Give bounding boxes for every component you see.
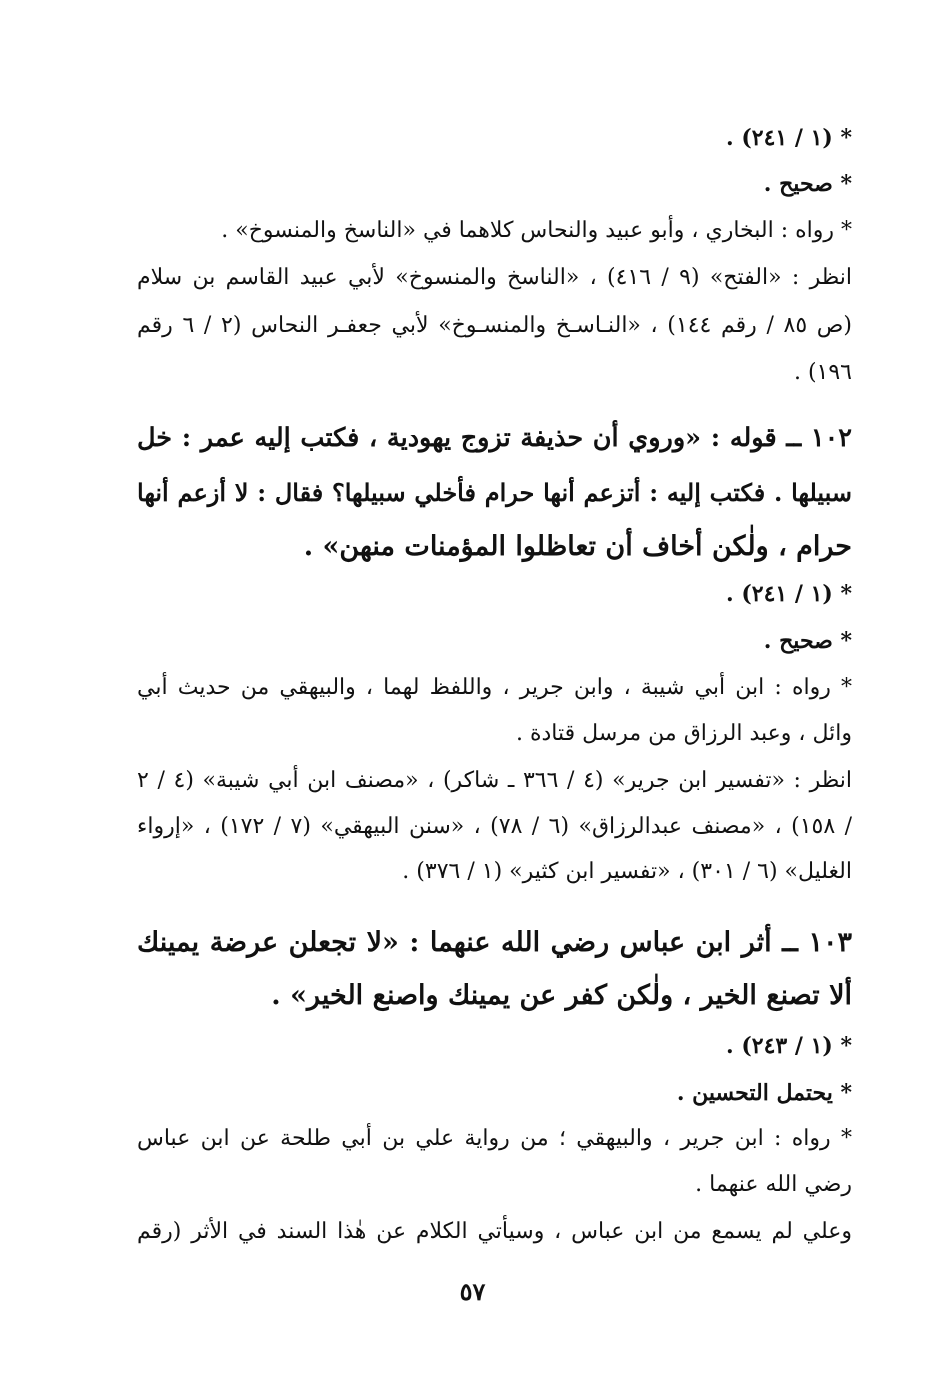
entry-101-see-line-2: (ص ٨٥ / رقم ١٤٤) ، «النـاسـخ والمنسـوخ» لأبي جعفـر النحاس (٢ / ٦ رقم — [137, 313, 852, 338]
entry-103-reference: * (١ / ٢٤٣) . — [726, 1033, 852, 1059]
entry-102-see-line-3: الغليل» (٦ / ٣٠١) ، «تفسير ابن كثير» (١ / ٣٧٦) . — [402, 859, 852, 884]
entry-102-grade: * صحيح . — [763, 628, 852, 654]
entry-102-see-line-2: / ١٥٨) ، «مصنف عبدالرزاق» (٦ / ٧٨) ، «سنن البيهقي» (٧ / ١٧٢) ، «إرواء — [137, 814, 853, 839]
entry-101-see-line-3: ١٩٦) . — [793, 360, 852, 385]
entry-102-heading-line-3: حرام ، ولٰكن أخاف أن تعاظلوا المؤمنات منهن» . — [303, 531, 852, 562]
entry-102-narrated-line-1: * رواه : ابن أبي شيبة ، وابن جرير ، واللفظ لهما ، والبيهقي من حديث أبي — [137, 675, 852, 700]
entry-103-grade: * يحتمل التحسين . — [676, 1080, 852, 1106]
entry-102-reference: * (١ / ٢٤١) . — [726, 581, 852, 607]
entry-103-narrated-line-1: * رواه : ابن جرير ، والبيهقي ؛ من رواية علي بن أبي طلحة عن ابن عباس — [137, 1126, 852, 1151]
entry-103-heading-line-1: ١٠٣ ــ أثر ابن عباس رضي الله عنهما : «لا تجعلن عرضة يمينك — [137, 927, 852, 958]
entry-101-see-line-1: انظر : «الفتح» (٩ / ٤١٦) ، «الناسخ والمنسوخ» لأبي عبيد القاسم بن سلام — [137, 265, 852, 290]
entry-103-note: وعلي لم يسمع من ابن عباس ، وسيأتي الكلام عن هٰذا السند في الأثر (رقم — [137, 1219, 852, 1244]
entry-101-reference: * (١ / ٢٤١) . — [726, 125, 852, 151]
entry-102-heading-line-2: سبيلها . فكتب إليه : أتزعم أنها حرام فأخلي سبيلها؟ فقال : لا أزعم أنها — [137, 478, 852, 507]
entry-101-grade: * صحيح . — [763, 171, 852, 197]
entry-101-narrated: * رواه : البخاري ، وأبو عبيد والنحاس كلاهما في «الناسخ والمنسوخ» . — [221, 218, 852, 243]
entry-102-narrated-line-2: وائل ، وعبد الرزاق من مرسل قتادة . — [516, 721, 852, 746]
page-number: ٥٧ — [459, 1277, 486, 1306]
entry-102-see-line-1: انظر : «تفسير ابن جرير» (٤ / ٣٦٦ ـ شاكر) ، «مصنف ابن أبي شيبة» (٤ / ٢ — [137, 768, 852, 793]
entry-102-heading-line-1: ١٠٢ ــ قوله : «وروي أن حذيفة تزوج يهودية ، فكتب إليه عمر : خل — [137, 423, 852, 453]
entry-103-narrated-line-2: رضي الله عنهما . — [695, 1172, 852, 1197]
entry-103-heading-line-2: ألا تصنع الخير ، ولٰكن كفر عن يمينك واصنع الخير» . — [271, 980, 852, 1011]
